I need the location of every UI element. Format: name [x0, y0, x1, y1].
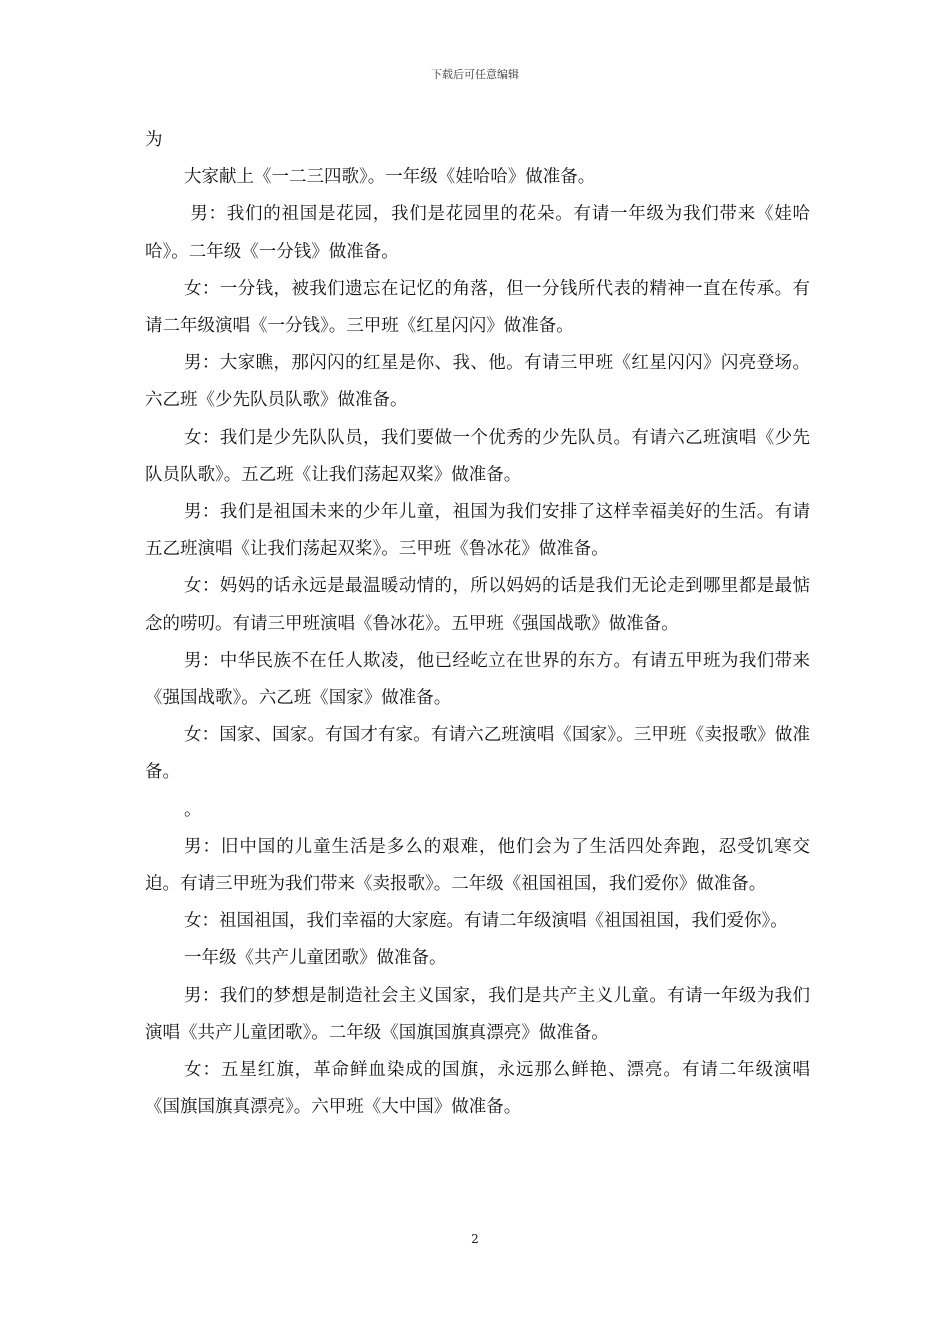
- paragraph: 男：旧中国的儿童生活是多么的艰难，他们会为了生活四处奔跑，忍受饥寒交迫。有请三甲班为我们带来《卖报歌》。二年级《祖国祖国，我们爱你》做准备。: [145, 836, 810, 895]
- paragraph: 男：我们的梦想是制造社会主义国家，我们是共产主义儿童。有请一年级为我们演唱《共产儿童团歌》。二年级《国旗国旗真漂亮》做准备。: [145, 985, 810, 1043]
- paragraph: 男：我们是祖国未来的少年儿童，祖国为我们安排了这样幸福美好的生活。有请五乙班演唱《让我们荡起双桨》。三甲班《鲁冰花》做准备。: [145, 502, 810, 560]
- paragraph: 女：祖国祖国，我们幸福的大家庭。有请二年级演唱《祖国祖国，我们爱你》。: [184, 911, 788, 932]
- paragraph: 男：大家瞧，那闪闪的红星是你、我、他。有请三甲班《红星闪闪》闪亮登场。六乙班《少先队员队歌》做准备。: [145, 353, 810, 411]
- page-number: 2: [471, 1232, 479, 1246]
- paragraph: 男：我们的祖国是花园，我们是花园里的花朵。有请一年级为我们带来《娃哈哈》。二年级《一分钱》做准备。: [145, 204, 810, 262]
- paragraph: 为: [145, 130, 163, 150]
- paragraph: 男：中华民族不在任人欺凌，他已经屹立在世界的东方。有请五甲班为我们带来《强国战歌》。六乙班《国家》做准备。: [145, 650, 810, 709]
- paragraph: 女：国家、国家。有国才有家。有请六乙班演唱《国家》。三甲班《卖报歌》做准备。: [145, 725, 810, 783]
- paragraph: 女：我们是少先队队员，我们要做一个优秀的少先队员。有请六乙班演唱《少先队员队歌》。五乙班《让我们荡起双桨》做准备。: [145, 427, 810, 485]
- paragraph: 女：妈妈的话永远是最温暖动情的，所以妈妈的话是我们无论走到哪里都是最惦念的唠叨。有请三甲班演唱《鲁冰花》。五甲班《强国战歌》做准备。: [145, 576, 810, 634]
- document-body: [145, 122, 810, 1126]
- page-header: 下载后可任意编辑: [431, 68, 519, 81]
- paragraph: 女：一分钱，被我们遗忘在记忆的角落，但一分钱所代表的精神一直在传承。有请二年级演唱《一分钱》。三甲班《红星闪闪》做准备。: [145, 278, 810, 337]
- paragraph: 大家献上《一二三四歌》。一年级《娃哈哈》做准备。: [184, 167, 596, 188]
- paragraph: 。: [184, 799, 202, 820]
- paragraph: 一年级《共产儿童团歌》做准备。: [184, 948, 447, 969]
- paragraph: 女：五星红旗，革命鲜血染成的国旗，永远那么鲜艳、漂亮。有请二年级演唱《国旗国旗真漂亮》。六甲班《大中国》做准备。: [145, 1060, 810, 1118]
